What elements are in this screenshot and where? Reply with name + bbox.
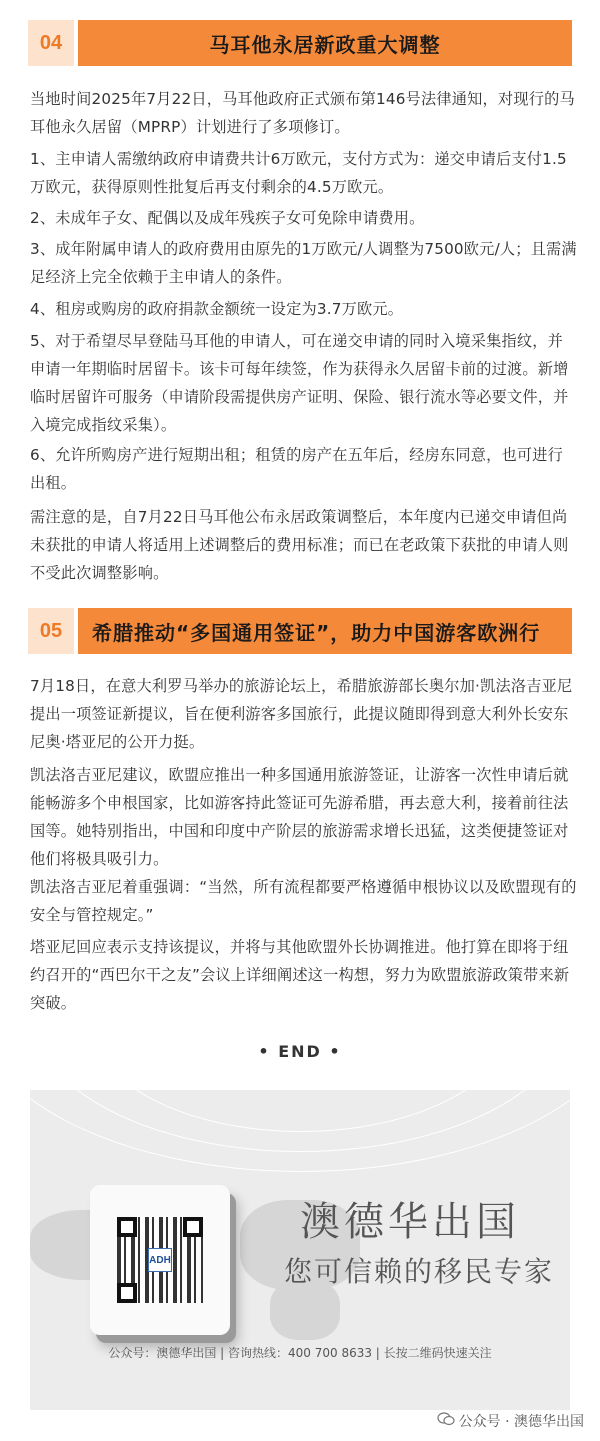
promo-banner: [30, 1090, 570, 1410]
brand-slogan: 您可信赖的移民专家: [284, 1255, 555, 1288]
paragraph: 4、租房或购房的政府捐款金额统一设定为3.7万欧元。: [30, 300, 404, 318]
section-header-05: [28, 608, 572, 654]
qr-finder-icon: [117, 1217, 137, 1237]
paragraph: 凯法洛吉亚尼建议，欧盟应推出一种多国通用旅游签证，让游客一次性申请后就能畅游多个申根国家，比如游客持此签证可先游希腊，再去意大利，接着前往法国等。她特别指出，中国和印度中产阶层的旅游需求增长迅猛，这类便捷签证对他们将极具吸引力。: [30, 766, 569, 868]
section-header-04: [28, 20, 572, 66]
paragraph: 2、未成年子女、配偶以及成年残疾子女可免除申请费用。: [30, 209, 425, 227]
watermark-text: 公众号 · 澳德华出国: [458, 1414, 584, 1430]
section-number: 04: [28, 20, 78, 66]
paragraph: 塔亚尼回应表示支持该提议，并将与其他欧盟外长协调推进。他打算在即将于纽约召开的“西巴尔干之友”会议上详细阐述这一构想，努力为欧盟旅游政策带来新突破。: [30, 938, 570, 1012]
paragraph: 3、成年附属申请人的政府费用由原先的1万欧元/人调整为7500欧元/人；且需满足经济上完全依赖于主申请人的条件。: [30, 240, 577, 286]
section-title: 马耳他永居新政重大调整: [209, 32, 441, 57]
qr-finder-icon: [183, 1217, 203, 1237]
brand-name: 澳德华出国: [300, 1199, 520, 1245]
paragraph: 5、对于希望尽早登陆马耳他的申请人，可在递交申请的同时入境采集指纹，并申请一年期临时居留卡。该卡可每年续签，作为获得永久居留卡前的过渡。新增临时居留许可服务（申请阶段需提供房产证明、保险、银行流水等必要文件，并入境完成指纹采集）。: [30, 332, 569, 434]
paragraph: 1、主申请人需缴纳政府申请费共计6万欧元，支付方式为：递交申请后支付1.5万欧元，获得原则性批复后再支付剩余的4.5万欧元。: [30, 150, 567, 196]
paragraph: 当地时间2025年7月22日，马耳他政府正式颁布第146号法律通知，对现行的马耳他永久居留（MPRP）计划进行了多项修订。: [30, 90, 575, 136]
paragraph: 7月18日，在意大利罗马举办的旅游论坛上，希腊旅游部长奥尔加·凯法洛吉亚尼提出一项签证新提议，旨在便利游客多国旅行，此提议随即得到意大利外长安东尼奥·塔亚尼的公开力挺。: [30, 677, 573, 751]
banner-footer: 公众号：澳德华出国 | 咨询热线：400 700 8633 | 长按二维码快速关注: [108, 1346, 492, 1360]
wechat-icon: [437, 1412, 455, 1430]
end-mark: • END •: [258, 1042, 342, 1061]
section-title: 希腊推动“多国通用签证”，助力中国游客欧洲行: [92, 620, 541, 645]
section-number: 05: [28, 608, 78, 654]
brand-logo-icon: ADH: [148, 1248, 172, 1272]
qr-finder-icon: [117, 1283, 137, 1303]
qr-code-card: [90, 1185, 230, 1335]
paragraph: 需注意的是，自7月22日马耳他公布永居政策调整后，本年度内已递交申请但尚未获批的申请人将适用上述调整后的费用标准；而已在老政策下获批的申请人则不受此次调整影响。: [30, 508, 569, 582]
paragraph: 6、允许所购房产进行短期出租；租赁的房产在五年后，经房东同意，也可进行出租。: [30, 446, 564, 492]
paragraph: 凯法洛吉亚尼着重强调：“当然，所有流程都要严格遵循申根协议以及欧盟现有的安全与管控规定。”: [30, 878, 577, 924]
wechat-watermark: [437, 1411, 584, 1431]
